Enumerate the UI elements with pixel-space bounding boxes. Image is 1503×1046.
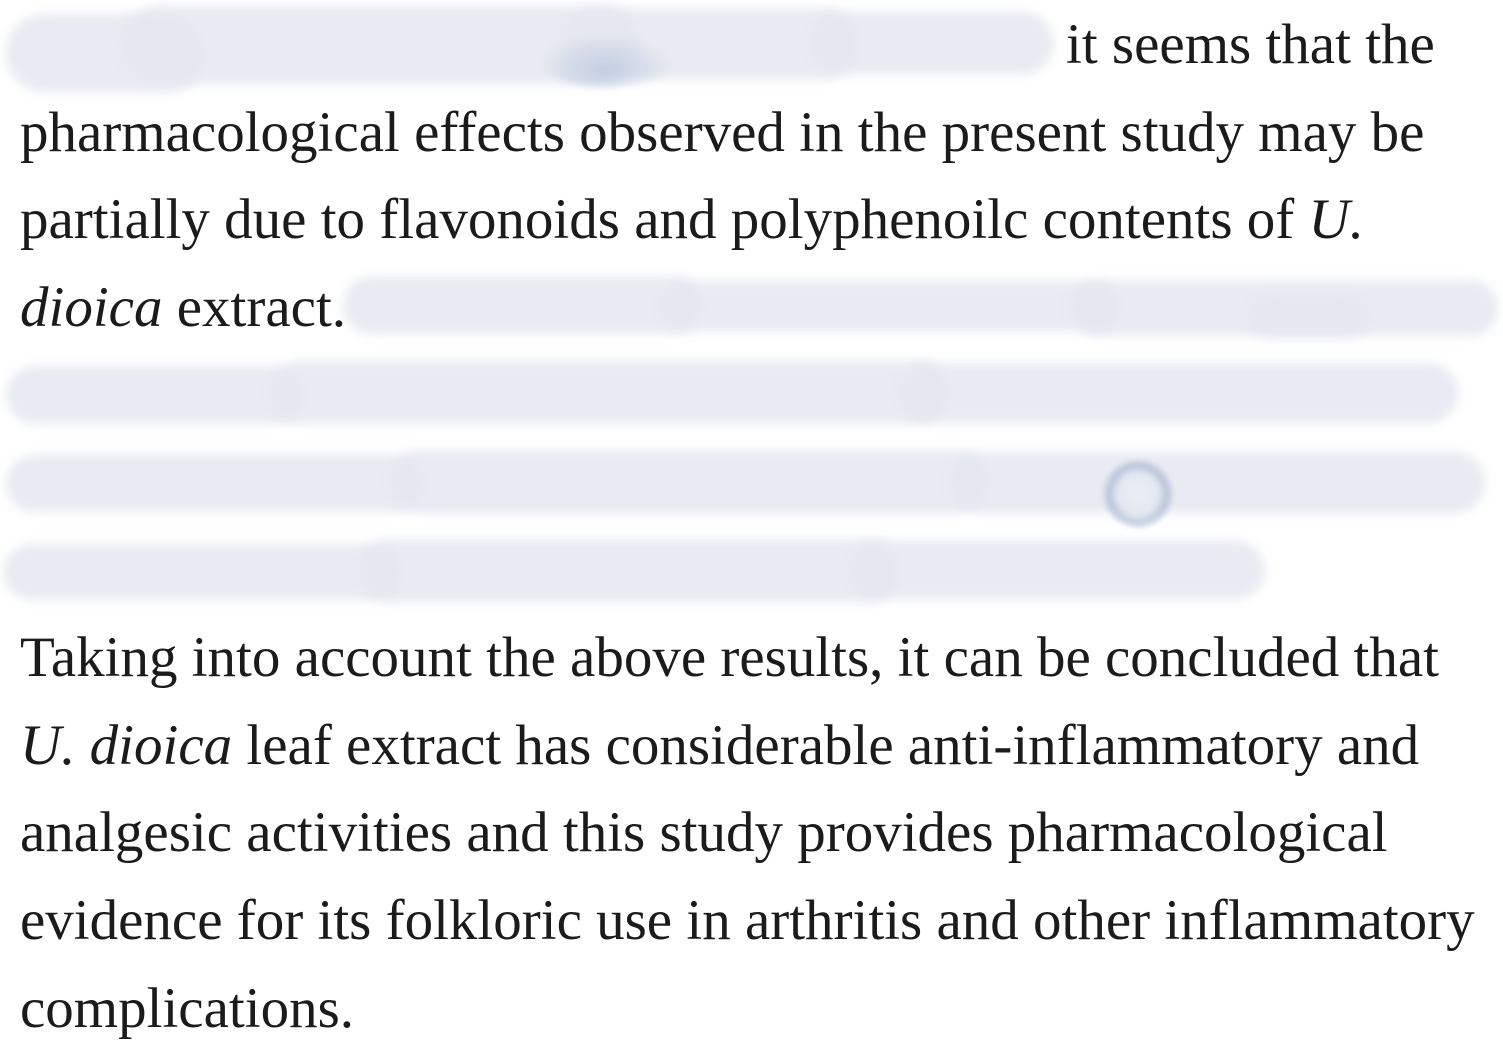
paragraph2-line1-text: Taking into account the above results, it can be concluded that — [20, 626, 1439, 689]
paragraph1-line1 — [20, 1, 1503, 89]
paragraph2-line5-text: complications. — [20, 977, 355, 1040]
paragraph1-line4-text: extract. — [162, 276, 347, 339]
paragraph2-line5 — [20, 965, 1503, 1046]
species-name-italic: U. dioica — [20, 714, 233, 777]
species-name-italic: dioica — [20, 276, 163, 339]
paragraph2-line4 — [20, 877, 1503, 965]
paragraph2-line1 — [20, 614, 1503, 702]
paragraph1-line2 — [20, 89, 1503, 177]
paragraph1-line3 — [20, 176, 1503, 264]
paragraph2-line3 — [20, 789, 1503, 877]
paragraph1-line1-text: it seems that the — [1066, 13, 1435, 76]
paragraph2-line2 — [20, 702, 1503, 790]
paragraph1-line2-text: pharmacological effects observed in the present study may be — [20, 101, 1425, 164]
paragraph1-line3-text: partially due to flavonoids and polyphenoilc contents of — [20, 188, 1309, 251]
paragraph1-line4 — [20, 264, 1503, 352]
paragraph2-line3-text: analgesic activities and this study provides pharmacological — [20, 801, 1388, 864]
species-name-italic: U. — [1308, 188, 1364, 251]
paragraph2-line2-text: leaf extract has considerable anti-inflammatory and — [232, 714, 1420, 777]
paragraph2-line4-text: evidence for its folkloric use in arthritis and other inflammatory — [20, 889, 1475, 952]
